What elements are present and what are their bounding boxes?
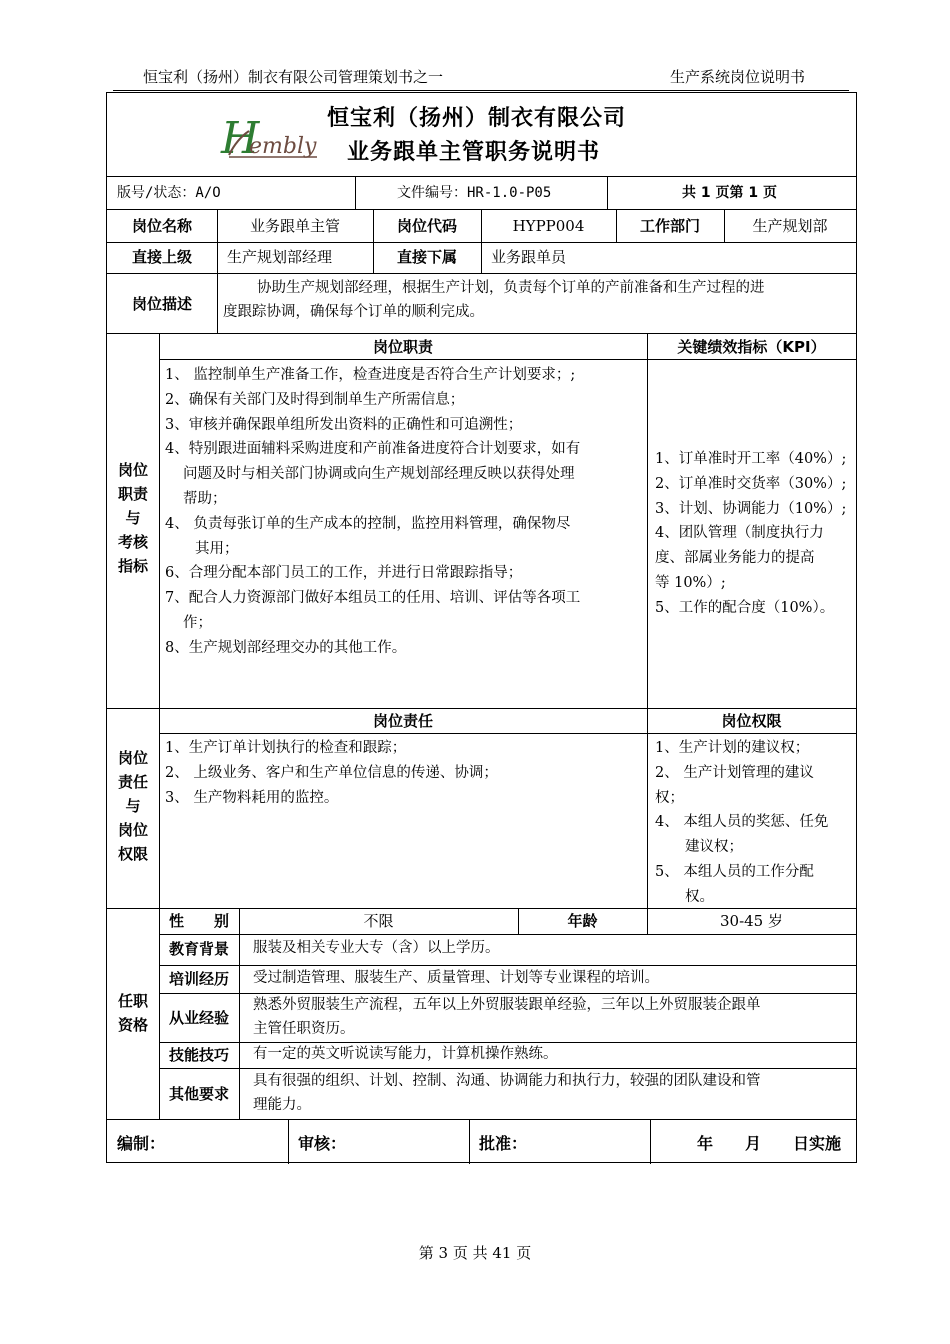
list-item: 等 10%）;	[655, 574, 726, 591]
list-item: 3、 生产物料耗用的监控。	[165, 789, 339, 806]
department: 生产规划部	[752, 217, 828, 235]
description-line-2: 度跟踪协调，确保每个订单的顺利完成。	[223, 304, 484, 320]
department-label: 工作部门	[639, 217, 700, 235]
position-name: 业务跟单主管	[249, 217, 340, 235]
list-item: 5、工作的配合度（10%）。	[655, 599, 835, 616]
list-item: 1、订单准时开工率（40%）;	[655, 451, 847, 467]
reviewed-by-label: 审核：	[298, 1134, 347, 1153]
list-item: 4、 本组人员的奖惩、任免	[655, 814, 829, 831]
superior-label: 直接上级	[131, 248, 192, 266]
gender-label: 性 别	[169, 912, 230, 930]
list-item: 4、 负责每张订单的生产成本的控制，监控用料管理，确保物尽	[165, 515, 571, 532]
header-rule	[113, 90, 849, 91]
list-item: 3、审核并确保跟单组所发出资料的正确性和可追溯性；	[165, 416, 523, 433]
list-item: 建议权；	[685, 839, 743, 856]
training-value: 受过制造管理、服装生产、质量管理、计划等专业课程的培训。	[253, 970, 659, 986]
header-right: 生产系统岗位说明书	[670, 68, 806, 86]
direct-subordinate: 业务跟单员	[491, 248, 567, 266]
list-item: 1、 监控制单生产准备工作，检查进度是否符合生产计划要求；;	[165, 367, 576, 383]
responsibility-list	[165, 736, 643, 810]
list-item: 作；	[183, 614, 212, 631]
list-item: 7、配合人力资源部门做好本组员工的任用、培训、评估等各项工	[165, 590, 581, 607]
skills-label: 技能技巧	[168, 1046, 229, 1064]
version-status: 版号/状态：A/O	[117, 185, 221, 201]
duties-side-label: 岗位 职责 与 考核 指标	[117, 461, 148, 575]
duties-header: 岗位职责	[372, 338, 433, 356]
qualification-side-label: 任职 资格	[117, 992, 148, 1034]
kpi-list	[655, 447, 853, 621]
list-item: 帮助；	[183, 490, 227, 507]
education-value: 服装及相关专业大专（含）以上学历。	[253, 940, 500, 956]
list-item: 其用；	[195, 540, 239, 557]
header-left: 恒宝利（扬州）制衣有限公司管理策划书之一	[143, 68, 444, 86]
approved-by-label: 批准：	[479, 1134, 528, 1153]
authority-header: 岗位权限	[721, 712, 782, 730]
position-name-label: 岗位名称	[131, 217, 192, 235]
list-item: 2、确保有关部门及时得到制单生产所需信息；	[165, 391, 465, 408]
description-label: 岗位描述	[131, 295, 192, 313]
other-requirements-line-1: 具有很强的组织、计划、控制、沟通、协调能力和执行力，较强的团队建设和管	[253, 1073, 761, 1089]
document-title: 业务跟单主管职务说明书	[347, 140, 601, 165]
list-item: 2、订单准时交货率（30%）;	[655, 475, 847, 492]
education-label: 教育背景	[168, 940, 229, 958]
experience-line-2: 主管任职资历。	[253, 1021, 355, 1037]
job-description-form	[106, 92, 857, 1163]
direct-superior: 生产规划部经理	[227, 248, 333, 266]
svg-text:embly: embly	[249, 134, 317, 159]
responsibility-header: 岗位责任	[372, 712, 433, 730]
authority-list	[655, 736, 853, 910]
skills-value: 有一定的英文听说读写能力，计算机操作熟练。	[253, 1046, 558, 1062]
list-item: 度、部属业务能力的提高	[655, 550, 815, 567]
list-item: 权；	[655, 789, 684, 806]
list-item: 1、生产计划的建议权；	[655, 740, 810, 756]
position-code: HYPP004	[512, 217, 585, 235]
compiled-by-label: 编制：	[117, 1134, 166, 1153]
kpi-header: 关键绩效指标（KPI）	[677, 338, 826, 356]
effective-date-label: 年 月 日实施	[697, 1134, 842, 1153]
training-label: 培训经历	[168, 970, 229, 988]
position-code-label: 岗位代码	[396, 217, 457, 235]
duties-list	[165, 363, 643, 661]
other-requirements-line-2: 理能力。	[253, 1097, 311, 1113]
subordinate-label: 直接下属	[396, 248, 457, 266]
other-requirements-label: 其他要求	[168, 1085, 229, 1103]
company-logo	[219, 109, 319, 159]
age-label: 年龄	[567, 912, 598, 930]
list-item: 8、生产规划部经理交办的其他工作。	[165, 639, 407, 656]
experience-line-1: 熟悉外贸服装生产流程，五年以上外贸服装跟单经验，三年以上外贸服装企跟单	[253, 997, 761, 1013]
file-number: 文件编号：HR-1.0-P05	[397, 185, 552, 201]
list-item: 1、生产订单计划执行的检查和跟踪；	[165, 740, 407, 756]
list-item: 5、 本组人员的工作分配	[655, 863, 814, 880]
logo-graphic	[219, 109, 319, 159]
list-item: 权。	[685, 888, 714, 905]
list-item: 4、特别跟进面辅料采购进度和产前准备进度符合计划要求，如有	[165, 441, 581, 458]
description-line-1: 协助生产规划部经理，根据生产计划，负责每个订单的产前准备和生产过程的进	[257, 280, 765, 296]
age-value: 30-45 岁	[719, 912, 783, 930]
svg-text:H: H	[221, 113, 260, 159]
company-title: 恒宝利（扬州）制衣有限公司	[327, 106, 627, 131]
list-item: 3、计划、协调能力（10%）;	[655, 500, 847, 517]
responsibility-side-label: 岗位 责任 与 岗位 权限	[117, 749, 148, 863]
list-item: 4、团队管理（制度执行力	[655, 525, 824, 542]
page-count: 共 1 页第 1 页	[682, 185, 777, 201]
experience-label: 从业经验	[168, 1009, 229, 1027]
list-item: 2、 生产计划管理的建议	[655, 764, 814, 781]
gender-value: 不限	[363, 912, 394, 930]
list-item: 6、合理分配本部门员工的工作，并进行日常跟踪指导；	[165, 565, 523, 582]
list-item: 问题及时与相关部门协调或向生产规划部经理反映以获得处理	[183, 466, 575, 483]
list-item: 2、 上级业务、客户和生产单位信息的传递、协调；	[165, 764, 498, 781]
page-number: 第 3 页 共 41 页	[418, 1244, 532, 1262]
